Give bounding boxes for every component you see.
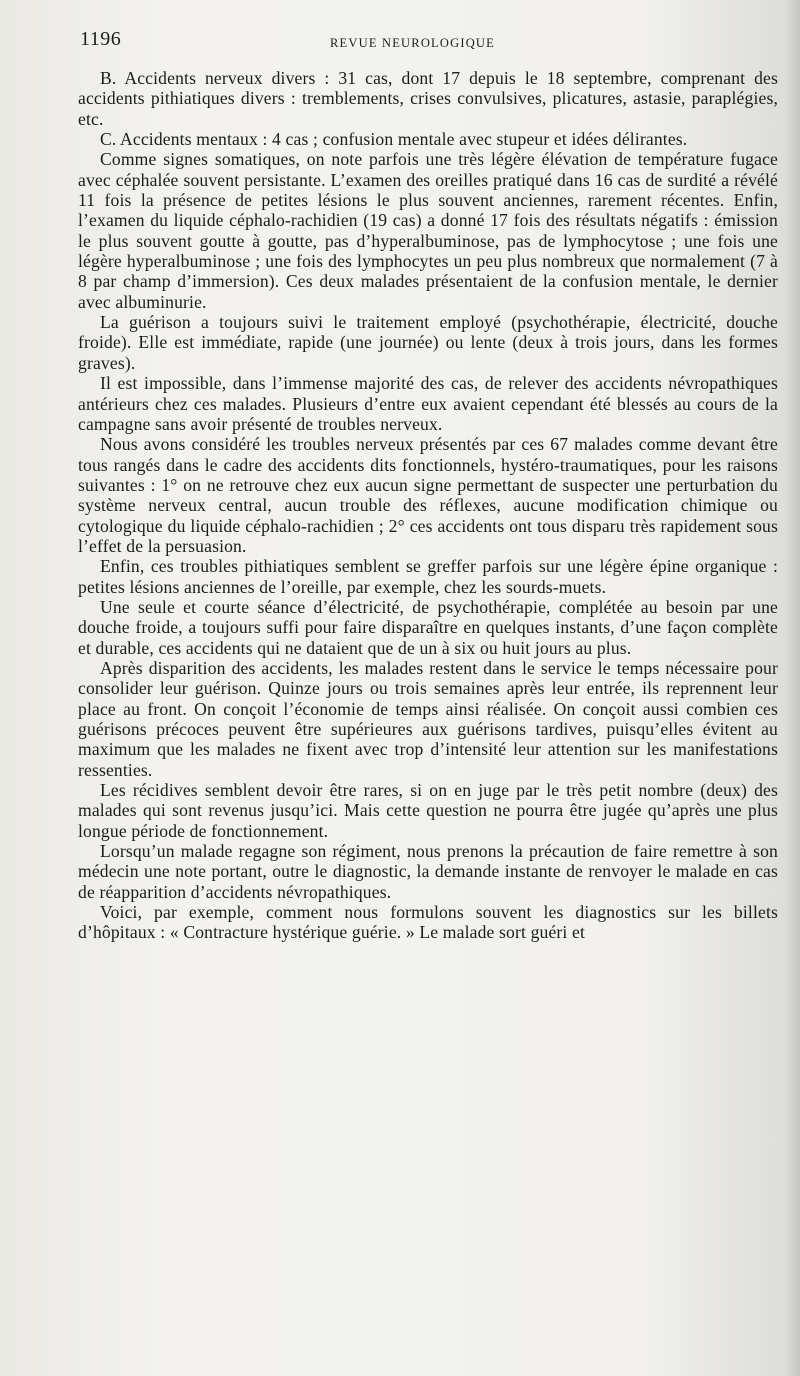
paragraph-guerison: La guérison a toujours suivi le traitement employé (psychothérapie, électricité, douche froide). Elle est immédiate, rapide (une journée) ou lente (deux à trois jours, dans les formes graves).: [78, 312, 778, 373]
paragraph-accidents-mentaux: C. Accidents mentaux : 4 cas ; confusion mentale avec stupeur et idées délirantes.: [100, 129, 688, 150]
paragraph-accidents-nerveux: B. Accidents nerveux divers : 31 cas, dont 17 depuis le 18 septembre, comprenant des accidents pithiatiques divers : tremblements, crises convulsives, plicatures, astasie, paraplégies, etc.: [78, 68, 778, 129]
paragraph-regiment: Lorsqu’un malade regagne son régiment, nous prenons la précaution de faire remettre à son médecin une note portant, outre le diagnostic, la demande instante de renvoyer le malade en cas de réapparition d’accidents névropathiques.: [78, 841, 778, 902]
paragraph-recidives: Les récidives semblent devoir être rares, si on en juge par le très petit nombre (deux) des malades qui sont revenus jusqu’ici. Mais cette question ne pourra être jugée qu’après une plus longue période de fonctionnement.: [78, 780, 778, 841]
paragraph-signes-somatiques: Comme signes somatiques, on note parfois une très légère élévation de température fugace avec céphalée souvent persistante. L’examen des oreilles pratiqué dans 16 cas de surdité a révélé 11 fois la présence de petites lésions le plus souvent anciennes, rarement récentes. Enfin, l’examen du liquide céphalo-rachidien (19 cas) a donné 17 fois des résultats négatifs : émission le plus souvent goutte à goutte, pas d’hyperalbuminose, pas de lymphocytose ; une fois une légère hyperalbuminose ; une fois des lymphocytes un peu plus nombreux que normalement (7 à 8 par champ d’immersion). Ces deux malades présentaient de la confusion mentale, le dernier avec albuminurie.: [78, 149, 778, 312]
running-head: REVUE NEUROLOGIQUE: [330, 36, 495, 50]
body-text: [78, 68, 778, 943]
paragraph-apres-disparition: Après disparition des accidents, les malades restent dans le service le temps nécessaire pour consolider leur guérison. Quinze jours ou trois semaines après leur entrée, ils reprennent leur place au front. On conçoit l’économie de temps ainsi réalisée. On conçoit aussi combien ces guérisons précoces peuvent être supérieures aux guérisons tardives, puisqu’elles évitent au maximum que les malades ne fixent avec trop d’intensité leur attention sur les manifestations ressenties.: [78, 657, 778, 780]
paragraph-epine-organique: Enfin, ces troubles pithiatiques semblent se greffer parfois sur une légère épine organique : petites lésions anciennes de l’oreille, par exemple, chez les sourds-muets.: [78, 556, 778, 597]
page-number: 1196: [80, 28, 122, 50]
page-edge-shadow: [786, 0, 800, 1376]
paragraph-classification: Nous avons considéré les troubles nerveux présentés par ces 67 malades comme devant être tous rangés dans le cadre des accidents dits fonctionnels, hystéro-traumatiques, pour les raisons suivantes : 1° on ne retrouve chez eux aucun signe permettant de suspecter une perturbation du système nerveux central, aucun trouble des réflexes, aucune modification chimique ou cytologique du liquide céphalo-rachidien ; 2° ces accidents ont tous disparu très rapidement sous l’effet de la persuasion.: [78, 434, 778, 556]
paragraph-antecedents: Il est impossible, dans l’immense majorité des cas, de relever des accidents névropathiques antérieurs chez ces malades. Plusieurs d’entre eux avaient cependant été blessés au cours de la campagne sans avoir présenté de troubles nerveux.: [78, 373, 778, 434]
paragraph-diagnostics: Voici, par exemple, comment nous formulons souvent les diagnostics sur les billets d’hôpitaux : « Contracture hystérique guérie. » Le malade sort guéri et: [78, 902, 778, 943]
paragraph-traitement: Une seule et courte séance d’électricité, de psychothérapie, complétée au besoin par une douche froide, a toujours suffi pour faire disparaître en quelques instants, d’une façon complète et durable, ces accidents qui ne dataient que de un à six ou huit jours au plus.: [78, 596, 778, 658]
